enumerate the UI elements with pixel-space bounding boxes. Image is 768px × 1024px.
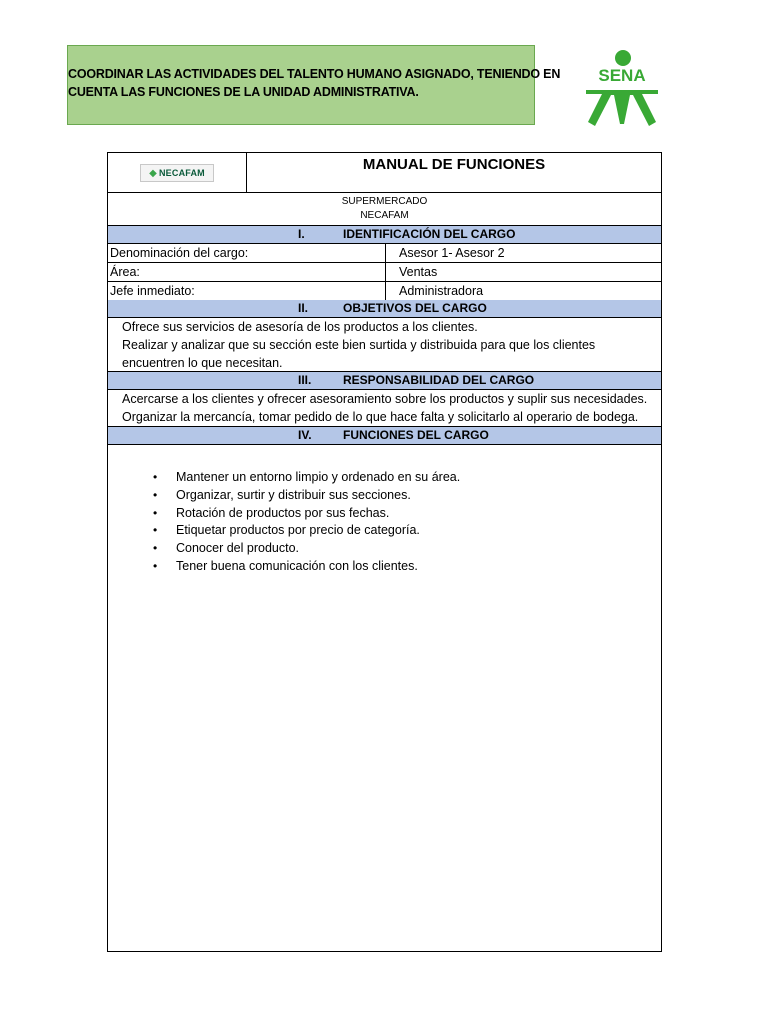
list-item: • Organizar, surtir y distribuir sus secciones.	[176, 487, 661, 505]
responsibility-line: Organizar la mercancía, tomar pedido de lo que hace falta y solicitarlo al operario de bodega.	[122, 410, 639, 424]
field-label: Área:	[110, 265, 140, 279]
field-row-area	[108, 263, 661, 282]
field-row-jefe	[108, 282, 661, 301]
objective-line: Ofrece sus servicios de asesoría de los productos a los clientes.	[122, 320, 478, 334]
responsibility-text	[108, 390, 661, 427]
list-item: • Rotación de productos por sus fechas.	[176, 505, 661, 523]
section-responsibility-header	[108, 372, 661, 390]
section-number: I.	[298, 227, 305, 241]
form-title: MANUAL DE FUNCIONES	[362, 156, 546, 173]
job-manual-form	[107, 152, 662, 952]
field-row-denominacion	[108, 244, 661, 263]
section-number: II.	[298, 301, 309, 315]
objective-banner	[67, 45, 561, 125]
objective-line: encuentren lo que necesitan.	[122, 356, 283, 370]
necafam-logo	[140, 164, 214, 182]
list-item: • Mantener un entorno limpio y ordenado en su área.	[176, 469, 661, 487]
form-header	[108, 153, 661, 193]
section-objectives-header	[108, 300, 661, 318]
section-label: OBJETIVOS DEL CARGO	[343, 301, 487, 315]
section-label: FUNCIONES DEL CARGO	[343, 428, 489, 442]
section-identification-header	[108, 226, 661, 244]
company-logo-cell	[108, 153, 247, 192]
functions-list	[108, 469, 661, 576]
necafam-logo-text: NECAFAM	[158, 168, 205, 178]
section-functions-header	[108, 427, 661, 445]
company-name	[108, 193, 661, 226]
banner-line-1: COORDINAR LAS ACTIVIDADES DEL TALENTO HUMANO ASIGNADO, TENIENDO EN	[68, 67, 561, 81]
company-line-1: SUPERMERCADO	[341, 196, 428, 207]
objectives-text	[108, 318, 661, 372]
sena-logo-text: SENA	[598, 66, 646, 85]
list-item: • Tener buena comunicación con los clientes.	[176, 558, 661, 576]
sena-logo	[582, 48, 662, 130]
field-value: Administradora	[385, 282, 483, 300]
section-label: RESPONSABILIDAD DEL CARGO	[343, 373, 535, 387]
field-value: Asesor 1- Asesor 2	[385, 244, 505, 262]
necafam-logo-icon: ◆	[149, 167, 157, 179]
field-label: Denominación del cargo:	[110, 246, 249, 260]
field-value: Ventas	[385, 263, 437, 281]
responsibility-line: Acercarse a los clientes y ofrecer asesoramiento sobre los productos y suplir sus necesidades.	[122, 392, 648, 406]
section-number: IV.	[298, 428, 312, 442]
company-line-2: NECAFAM	[360, 210, 409, 221]
list-item: • Etiquetar productos por precio de categoría.	[176, 522, 661, 540]
field-label: Jefe inmediato:	[110, 284, 195, 298]
objective-line: Realizar y analizar que su sección este bien surtida y distribuida para que los clientes	[122, 338, 596, 352]
section-label: IDENTIFICACIÓN DEL CARGO	[343, 227, 516, 241]
list-item: • Conocer del producto.	[176, 540, 661, 558]
section-number: III.	[298, 373, 312, 387]
banner-line-2: CUENTA LAS FUNCIONES DE LA UNIDAD ADMINISTRATIVA.	[68, 85, 419, 99]
